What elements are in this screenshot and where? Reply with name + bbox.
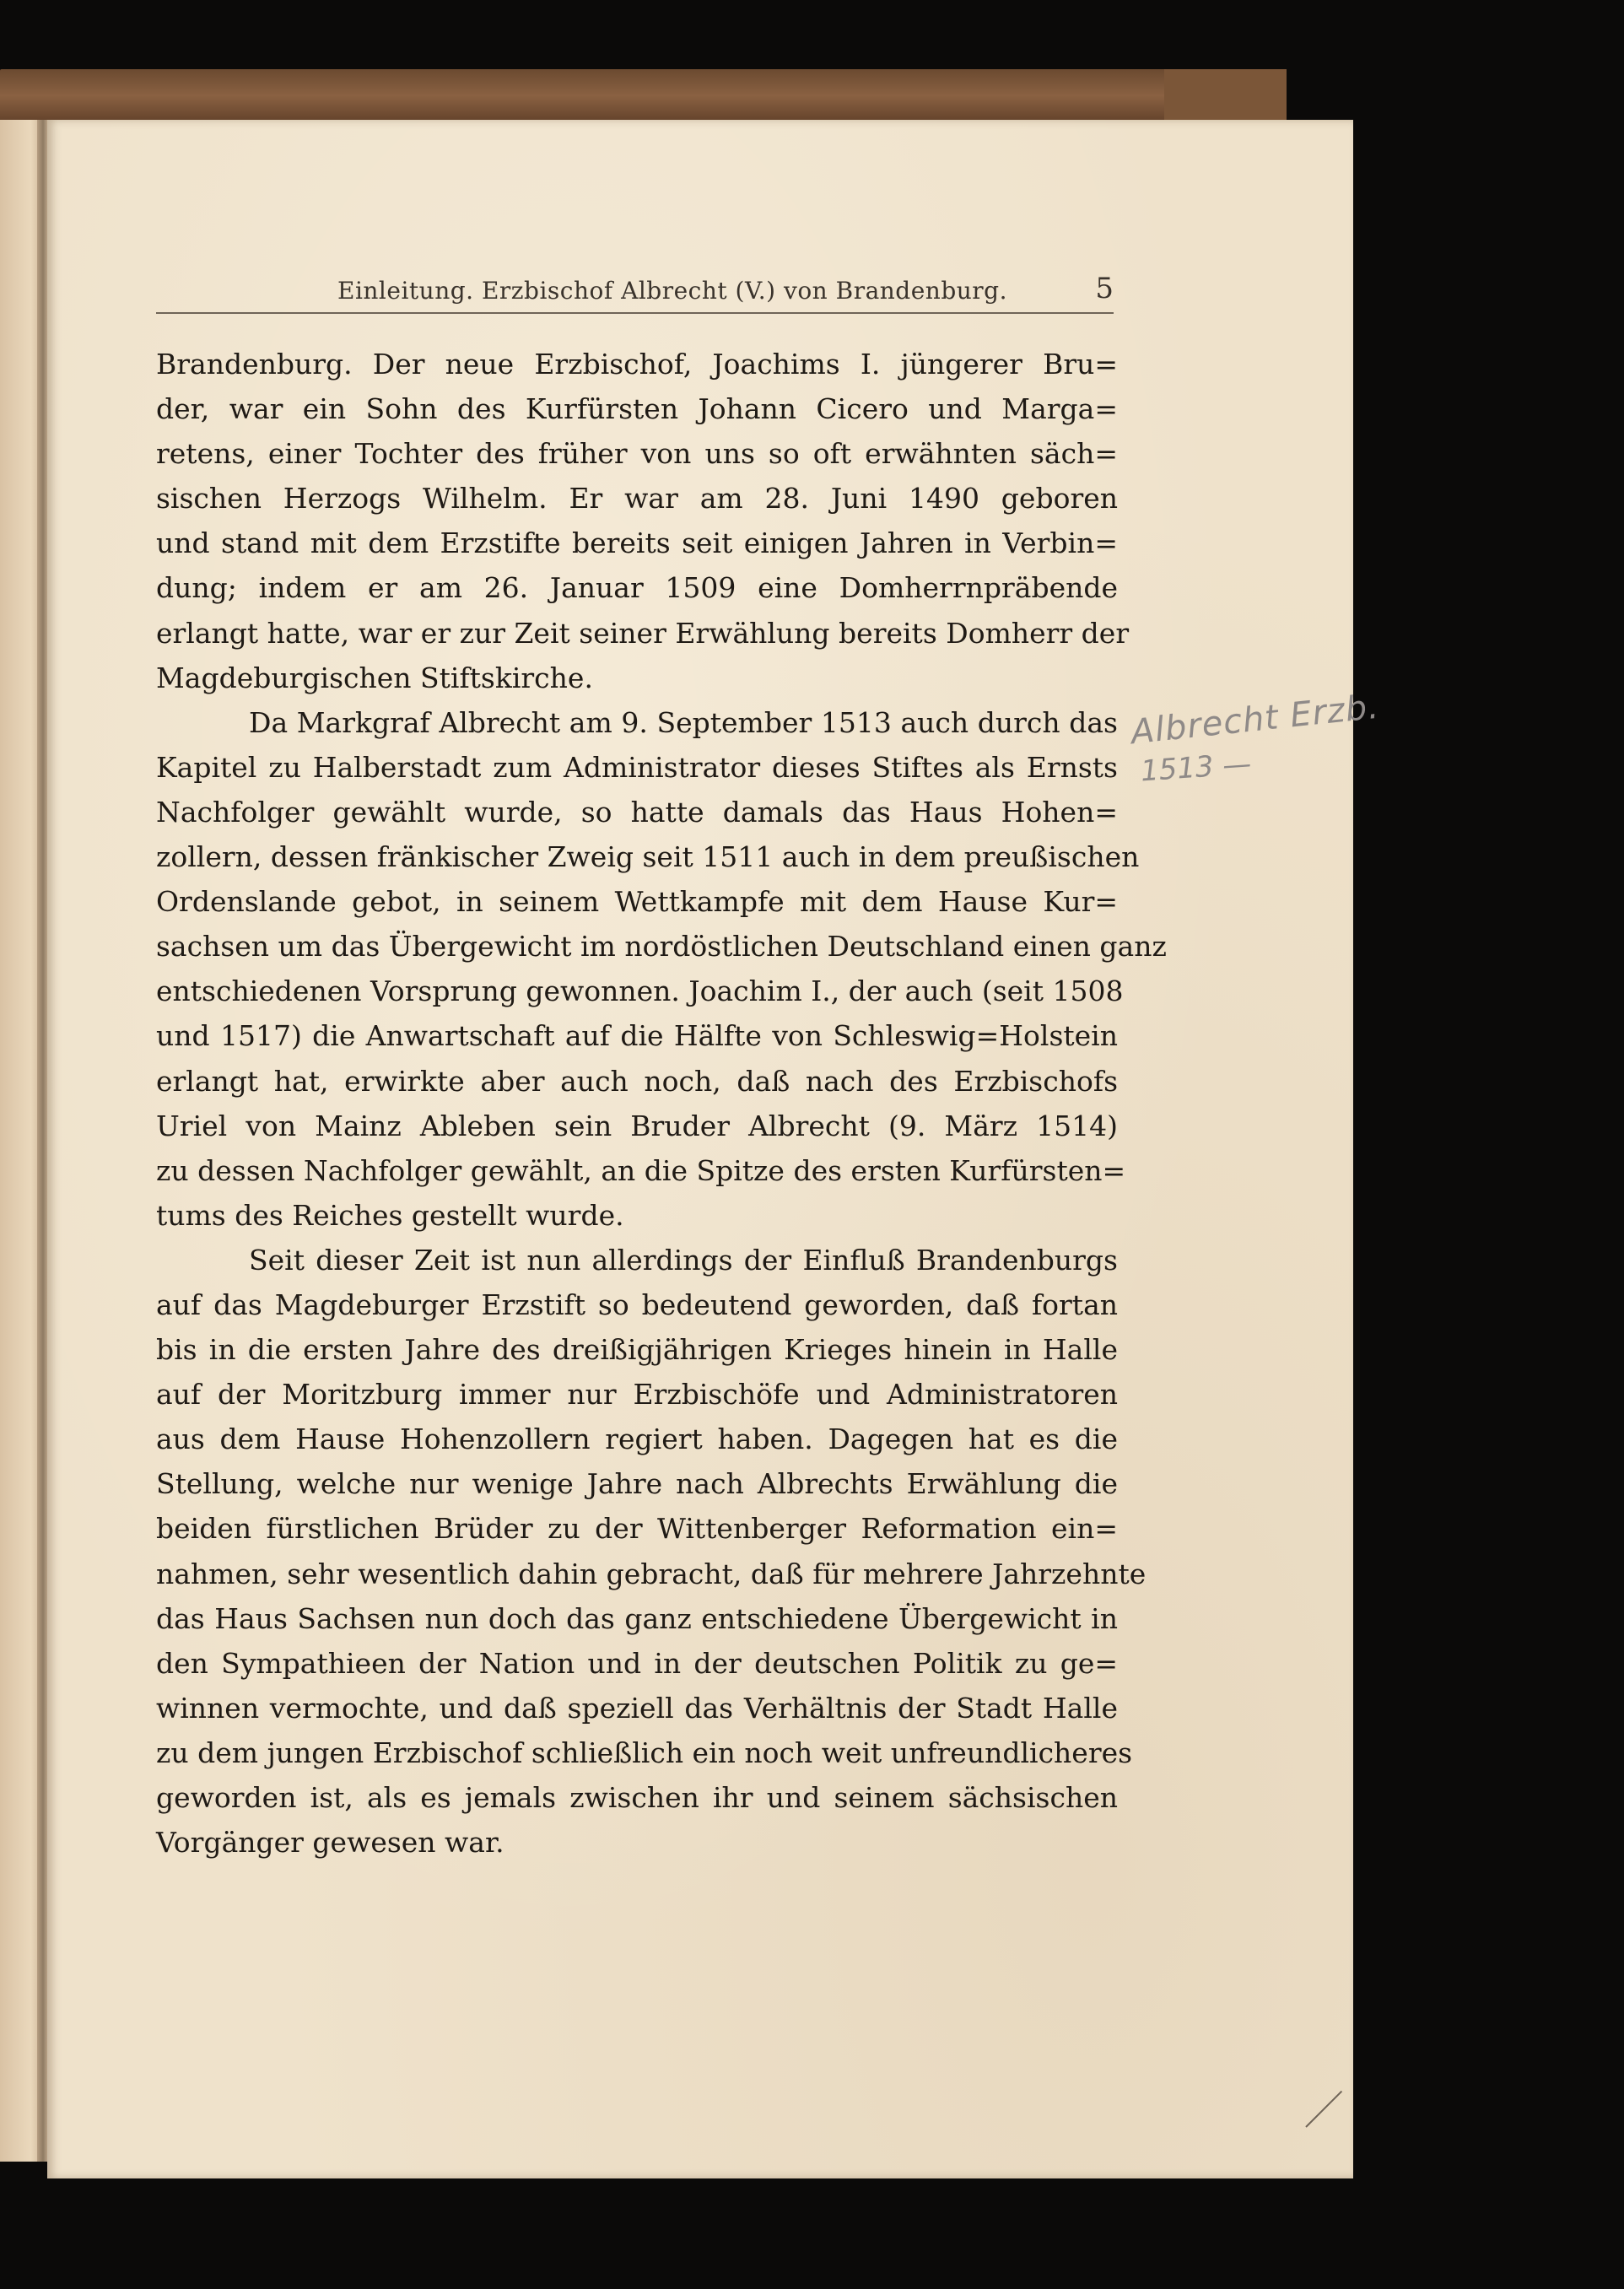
body-text (156, 342, 1167, 1865)
text-line: nahmen, sehr wesentlich dahin gebracht, daß für mehrere Jahrzehnte (156, 1557, 1147, 1590)
text-line: Kapitel zu Halberstadt zum Administrator dieses Stiftes als Ernsts (156, 750, 1118, 784)
text-line: Seit dieser Zeit ist nun allerdings der Einfluß Brandenburgs (249, 1243, 1118, 1277)
text-line: sachsen um das Übergewicht im nordöstlichen Deutschland einen ganz (156, 930, 1167, 964)
page-header (156, 272, 1114, 314)
pencil-margin-note: Albrecht Erzb. (1129, 687, 1382, 753)
text-line: Ordenslande gebot, in seinem Wettkampfe mit dem Hause Kur= (156, 885, 1118, 919)
text-line: geworden ist, als es jemals zwischen ihr und seinem sächsischen (156, 1781, 1118, 1814)
text-line: das Haus Sachsen nun doch das ganz entschiedene Übergewicht in (156, 1601, 1118, 1635)
text-line: Uriel von Mainz Ableben sein Bruder Albrecht (9. März 1514) (156, 1109, 1118, 1142)
text-line: auf das Magdeburger Erzstift so bedeutend geworden, daß fortan (156, 1288, 1118, 1321)
text-line: dung; indem er am 26. Januar 1509 eine Domherrnpräbende (156, 571, 1118, 605)
text-line: beiden fürstlichen Brüder zu der Wittenberger Reformation ein= (156, 1512, 1118, 1546)
text-line: Da Markgraf Albrecht am 9. September 1513 auch durch das (249, 705, 1118, 739)
text-line: und stand mit dem Erzstifte bereits seit einigen Jahren in Verbin= (156, 526, 1118, 560)
text-line: zu dessen Nachfolger gewählt, an die Spitze des ersten Kurfürsten= (156, 1153, 1126, 1187)
text-line: winnen vermochte, und daß speziell das Verhältnis der Stadt Halle (156, 1691, 1118, 1725)
text-line: und 1517) die Anwartschaft auf die Hälfte von Schleswig=Holstein (156, 1019, 1118, 1053)
text-line: auf der Moritzburg immer nur Erzbischöfe und Administratoren (156, 1378, 1118, 1412)
text-line: erlangt hat, erwirkte aber auch noch, daß nach des Erzbischofs (156, 1064, 1118, 1098)
book-cover-corner (1164, 69, 1287, 120)
text-line: Vorgänger gewesen war. (156, 1826, 504, 1860)
text-line: zollern, dessen fränkischer Zweig seit 1511 auch in dem preußischen (156, 840, 1140, 874)
text-line: den Sympathieen der Nation und in der deutschen Politik zu ge= (156, 1646, 1118, 1680)
text-line: aus dem Hause Hohenzollern regiert haben. Dagegen hat es die (156, 1423, 1118, 1456)
text-line: sischen Herzogs Wilhelm. Er war am 28. Juni 1490 geboren (156, 482, 1118, 516)
text-line: tums des Reiches gestellt wurde. (156, 1198, 624, 1232)
page-number: 5 (1095, 272, 1114, 305)
text-line: bis in die ersten Jahre des dreißigjährigen Krieges hinein in Halle (156, 1333, 1118, 1367)
running-head: Einleitung. Erzbischof Albrecht (V.) von Brandenburg. (337, 277, 1007, 305)
text-line: der, war ein Sohn des Kurfürsten Johann Cicero und Marga= (156, 392, 1118, 426)
text-line: erlangt hatte, war er zur Zeit seiner Erwählung bereits Domherr der (156, 616, 1130, 650)
text-line: retens, einer Tochter des früher von uns so oft erwähnten säch= (156, 437, 1118, 471)
text-line: entschiedenen Vorsprung gewonnen. Joachim I., der auch (seit 1508 (156, 974, 1124, 1008)
text-line: Magdeburgischen Stiftskirche. (156, 661, 593, 694)
text-line: Stellung, welche nur wenige Jahre nach Albrechts Erwählung die (156, 1467, 1118, 1501)
text-line: zu dem jungen Erzbischof schließlich ein noch weit unfreundlicheres (156, 1736, 1133, 1769)
text-line: Brandenburg. Der neue Erzbischof, Joachims I. jüngerer Bru= (156, 348, 1118, 381)
pencil-margin-note: 1513 — (1139, 747, 1253, 789)
text-line: Nachfolger gewählt wurde, so hatte damals das Haus Hohen= (156, 795, 1118, 829)
